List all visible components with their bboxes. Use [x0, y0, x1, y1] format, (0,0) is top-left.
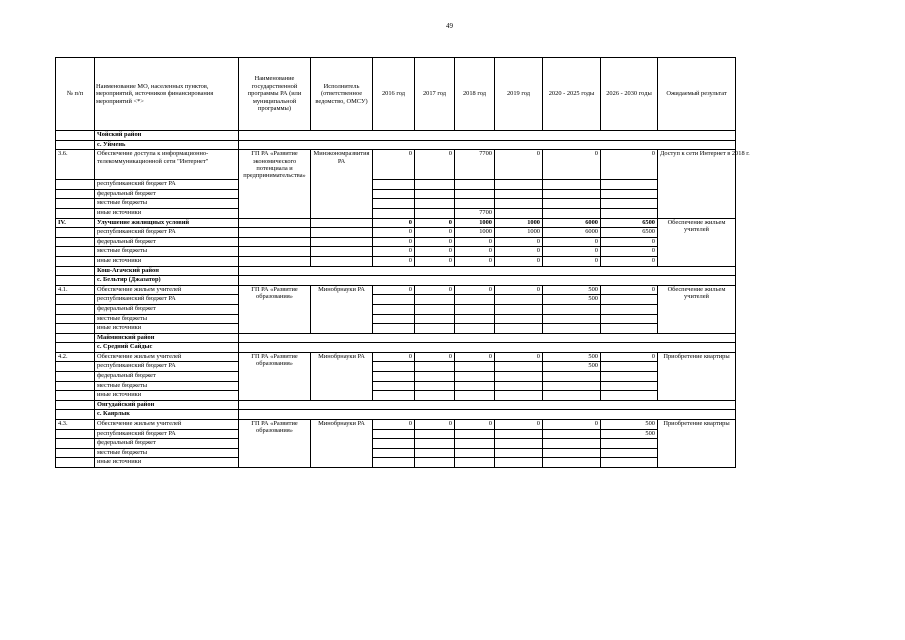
- table-row: 4.1. Обеспечение жильем учителей ГП РА «Развитие образования» Минобрнауки РА 0 0 0 0 500 0 Обеспечение жильем учителей: [56, 285, 736, 295]
- table-row: иные источники: [56, 458, 736, 468]
- section-name: Улучшение жилищных условий: [95, 218, 239, 228]
- expected-result: Обеспечение жильем учителей: [658, 285, 736, 333]
- table-row: [56, 410, 736, 420]
- page-number: 49: [446, 22, 453, 30]
- row-number: 4.3.: [56, 420, 95, 430]
- executor-name: Минобрнауки РА: [311, 352, 373, 400]
- district-name: Чойский район: [95, 131, 239, 141]
- table-row: федеральный бюджет: [56, 304, 736, 314]
- measure-name: Обеспечение доступа к информационно-телекоммуникационной сети "Интернет": [95, 150, 239, 180]
- table-row: республиканский бюджет РА 0 0 1000 1000 6000 6500: [56, 228, 736, 238]
- header-executor: Исполнитель (ответственное ведомство, ОМСУ): [311, 58, 373, 131]
- program-name: ГП РА «Развитие экономического потенциала и предпринимательства»: [239, 150, 311, 218]
- header-2019: 2019 год: [495, 58, 543, 131]
- row-number: 4.2.: [56, 352, 95, 362]
- header-2018: 2018 год: [455, 58, 495, 131]
- settlement-name: с. Средний Сайдыс: [95, 343, 239, 353]
- table-row: местные бюджеты 0 0 0 0 0 0: [56, 247, 736, 257]
- table-row: местные бюджеты: [56, 314, 736, 324]
- table-row: [56, 343, 736, 353]
- expected-result: Доступ к сети Интернет в 2018 г.: [658, 150, 736, 218]
- expected-result: Приобретение квартиры: [658, 352, 736, 400]
- table-row: местные бюджеты: [56, 448, 736, 458]
- program-table: [55, 57, 750, 468]
- header-2017: 2017 год: [415, 58, 455, 131]
- table-row: иные источники: [56, 324, 736, 334]
- header-name: Наименование МО, населенных пунктов, мероприятий, источников финансирования мероприятий <*>: [95, 58, 239, 131]
- row-number: 4.1.: [56, 285, 95, 295]
- expected-result: Приобретение квартиры: [658, 420, 736, 468]
- settlement-name: с. Уймень: [95, 140, 239, 150]
- table-row: [56, 400, 736, 410]
- header-2020-2025: 2020 - 2025 годы: [543, 58, 601, 131]
- header-2016: 2016 год: [373, 58, 415, 131]
- table-row: [56, 333, 736, 343]
- measure-name: Обеспечение жильем учителей: [95, 420, 239, 430]
- program-name: ГП РА «Развитие образования»: [239, 420, 311, 468]
- header-2026-2030: 2026 - 2030 годы: [601, 58, 658, 131]
- row-number: 3.6.: [56, 150, 95, 180]
- settlement-name: с. Каярлык: [95, 410, 239, 420]
- table-header: [56, 58, 736, 131]
- measure-name: Обеспечение жильем учителей: [95, 352, 239, 362]
- table-row: местные бюджеты: [56, 381, 736, 391]
- table-row: федеральный бюджет: [56, 372, 736, 382]
- district-name: Майминский район: [95, 333, 239, 343]
- measure-name: Обеспечение жильем учителей: [95, 285, 239, 295]
- table-row: федеральный бюджет: [56, 439, 736, 449]
- table-row: иные источники: [56, 391, 736, 401]
- table-row: 3.6. Обеспечение доступа к информационно-телекоммуникационной сети "Интернет" ГП РА «Развитие экономического потенциала и предпринимательства» Минэкономразвития РА 0 0 7700 0 0 0 Доступ к сети Интернет в 2018 г.: [56, 150, 736, 180]
- program-name: ГП РА «Развитие образования»: [239, 285, 311, 333]
- table-row: местные бюджеты: [56, 199, 736, 209]
- table-row: иные источники 0 0 0 0 0 0: [56, 256, 736, 266]
- table-row: [56, 276, 736, 286]
- table-row: федеральный бюджет: [56, 189, 736, 199]
- executor-name: Минобрнауки РА: [311, 285, 373, 333]
- table-row: республиканский бюджет РА: [56, 180, 736, 190]
- program-name: ГП РА «Развитие образования»: [239, 352, 311, 400]
- section-number: IV.: [56, 218, 95, 228]
- executor-name: Минобрнауки РА: [311, 420, 373, 468]
- table-row: 4.2. Обеспечение жильем учителей ГП РА «Развитие образования» Минобрнауки РА 0 0 0 0 500 0 Приобретение квартиры: [56, 352, 736, 362]
- header-program: Наименование государственной программы РА (или муниципальной программы): [239, 58, 311, 131]
- table-row: [56, 266, 736, 276]
- district-name: Онгудайский район: [95, 400, 239, 410]
- executor-name: Минэкономразвития РА: [311, 150, 373, 218]
- table-row: [56, 131, 736, 141]
- table-row: федеральный бюджет 0 0 0 0 0 0: [56, 237, 736, 247]
- table-row: IV. Улучшение жилищных условий 0 0 1000 1000 6000 6500 Обеспечение жильем учителей: [56, 218, 736, 228]
- header-num: № п/п: [56, 58, 95, 131]
- table-row: [56, 140, 736, 150]
- table-row: республиканский бюджет РА 500: [56, 429, 736, 439]
- table-row: иные источники 7700: [56, 208, 736, 218]
- expected-result: Обеспечение жильем учителей: [658, 218, 736, 266]
- header-result: Ожидаемый результат: [658, 58, 736, 131]
- table-row: республиканский бюджет РА 500: [56, 362, 736, 372]
- table-row: республиканский бюджет РА 500: [56, 295, 736, 305]
- table-row: 4.3. Обеспечение жильем учителей ГП РА «Развитие образования» Минобрнауки РА 0 0 0 0 0 500 Приобретение квартиры: [56, 420, 736, 430]
- settlement-name: с. Бельтир (Джазатор): [95, 276, 239, 286]
- district-name: Кош-Агачский район: [95, 266, 239, 276]
